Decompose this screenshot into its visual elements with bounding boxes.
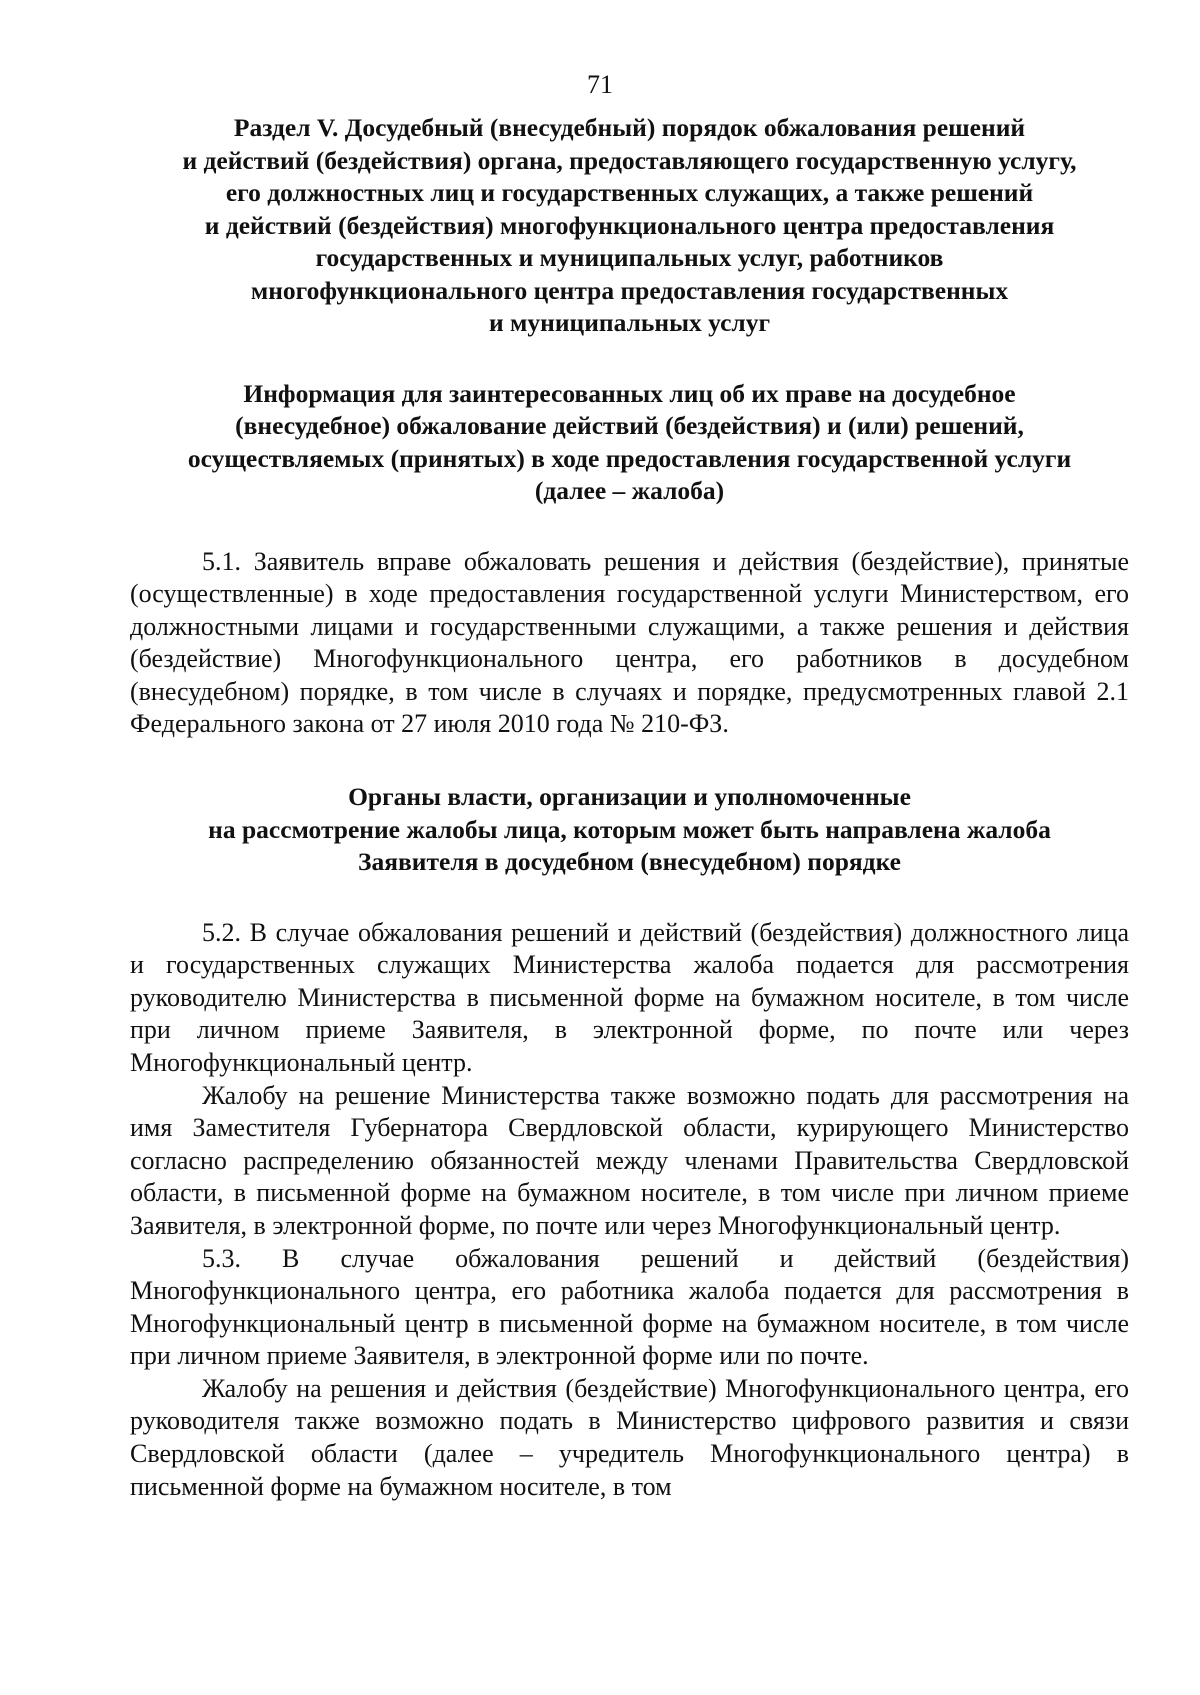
organs-heading [130,781,1129,879]
heading-line: государственных и муниципальных услуг, работников [315,243,944,272]
heading-line: Органы власти, организации и уполномоченные [348,782,911,812]
heading-line: Заявителя в досудебном (внесудебном) порядке [358,847,901,877]
heading-line: и действий (бездействия) многофункционального центра предоставления [204,210,1055,240]
heading-line: Информация для заинтересованных лиц об их праве на досудебное [243,378,1016,408]
paragraph-5-2: 5.2. В случае обжалования решений и действий (бездействия) должностного лица и государственных служащих Министерства жалоба подается для рассмотрения руководителю Министерства в письменной форме на бумажном носителе, в том числе при личном приеме Заявителя, в электронной форме, по почте или через Многофункциональный центр. [130,917,1129,1077]
heading-line: Раздел V. Досудебный (внесудебный) порядок обжалования решений [233,113,1026,142]
section-heading [130,112,1129,340]
page-number: 71 [587,70,613,99]
heading-line: его должностных лиц и государственных служащих, а также решений [225,178,1034,207]
info-heading [130,378,1129,508]
heading-line: на рассмотрение жалобы лица, которым может быть направлена жалоба [208,814,1051,844]
heading-line: и действий (бездействия) органа, предоставляющего государственную услугу, [182,145,1077,175]
paragraph-5-2-continued: Жалобу на решение Министерства также возможно подать для рассмотрения на имя Заместителя Губернатора Свердловской области, курирующего Министерство согласно распределению обязанностей между членами Правительства Свердловской области, в письменной форме на бумажном носителе, в том числе при личном приеме Заявителя, в электронной форме, по почте или через Многофункциональный центр. [130,1080,1129,1240]
page-content [130,112,1129,1503]
heading-line: многофункционального центра предоставления государственных [250,275,1009,305]
paragraph-5-3-continued: Жалобу на решения и действия (бездействие) Многофункционального центра, его руководителя также возможно подать в Министерство цифрового развития и связи Свердловской области (далее – учредитель Многофункционального центра) в письменной форме на бумажном носителе, в том [130,1373,1129,1501]
heading-line: (далее – жалоба) [534,476,725,505]
paragraph-5-3: 5.3. В случае обжалования решений и действий (бездействия) Многофункционального центра, его работника жалоба подается для рассмотрения в Многофункциональный центр в письменной форме на бумажном носителе, в том числе при личном приеме Заявителя, в электронной форме или по почте. [130,1243,1129,1371]
paragraph-5-1: 5.1. Заявитель вправе обжаловать решения и действия (бездействие), принятые (осуществленные) в ходе предоставления государственной услуги Министерством, его должностными лицами и государственными служащими, а также решения и действия (бездействие) Многофункционального центра, его работников в досудебном (внесудебном) порядке, в том числе в случаях и порядке, предусмотренных главой 2.1 Федерального закона от 27 июля 2010 года № 210-ФЗ. [130,546,1129,739]
heading-line: осуществляемых (принятых) в ходе предоставления государственной услуги [187,443,1072,473]
heading-line: (внесудебное) обжалование действий (бездействия) и (или) решений, [235,411,1024,440]
heading-line: и муниципальных услуг [488,308,771,337]
